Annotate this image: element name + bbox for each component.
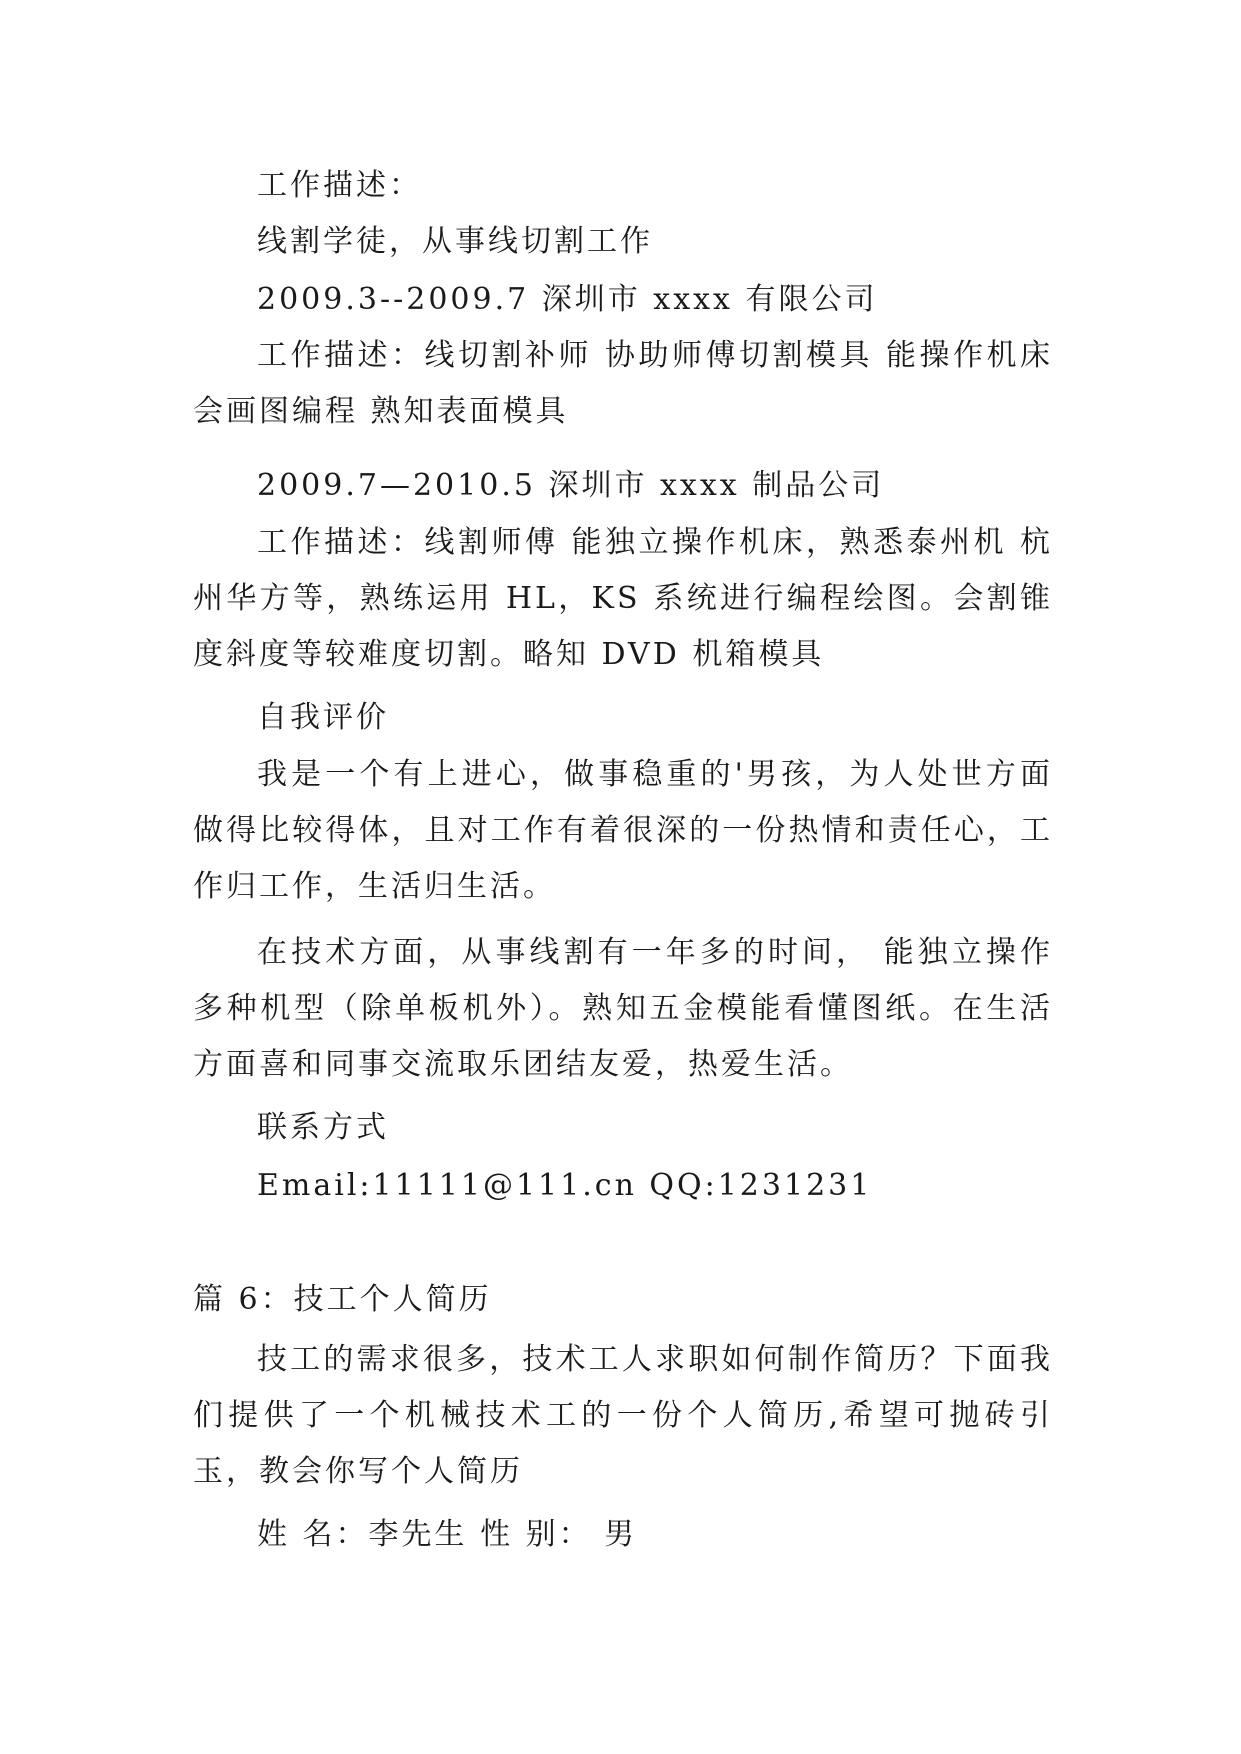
job-entry-description: 工作描述：线切割补师 协助师傅切割模具 能操作机床会画图编程 熟知表面模具: [193, 338, 1053, 429]
name-gender-line: 姓 名：李先生 性 别： 男: [257, 1517, 638, 1552]
job-entry-description: 工作描述：线割师傅 能独立操作机床，熟悉泰州机 杭州华方等，熟练运用 HL，KS 系统进行编程绘图。会割锥度斜度等较难度切割。略知 DVD 机箱模具: [193, 525, 1053, 672]
contact-info: Email:11111@111.cn QQ:1231231: [257, 1168, 873, 1203]
work-description-label: 工作描述：: [257, 168, 422, 203]
work-description-text: 线割学徒，从事线切割工作: [257, 224, 653, 259]
section-heading-self-evaluation: 自我评价: [257, 700, 389, 735]
technical-skills-paragraph: 在技术方面，从事线割有一年多的时间， 能独立操作多种机型（除单板机外）。熟知五金模能看懂图纸。在生活方面喜和同事交流取乐团结友爱，热爱生活。: [193, 935, 1053, 1082]
job-entry-date-company: 2009.3--2009.7 深圳市 xxxx 有限公司: [257, 282, 878, 317]
job-entry-date-company: 2009.7—2010.5 深圳市 xxxx 制品公司: [257, 468, 885, 503]
self-evaluation-paragraph: 我是一个有上进心，做事稳重的'男孩，为人处世方面做得比较得体，且对工作有着很深的一份热情和责任心，工作归工作，生活归生活。: [193, 757, 1053, 904]
article-title: 篇 6：技工个人简历: [193, 1282, 492, 1317]
intro-paragraph: 技工的需求很多，技术工人求职如何制作简历？下面我们提供了一个机械技术工的一份个人简历,希望可抛砖引玉，教会你写个人简历: [193, 1342, 1053, 1489]
section-heading-contact: 联系方式: [257, 1110, 389, 1145]
